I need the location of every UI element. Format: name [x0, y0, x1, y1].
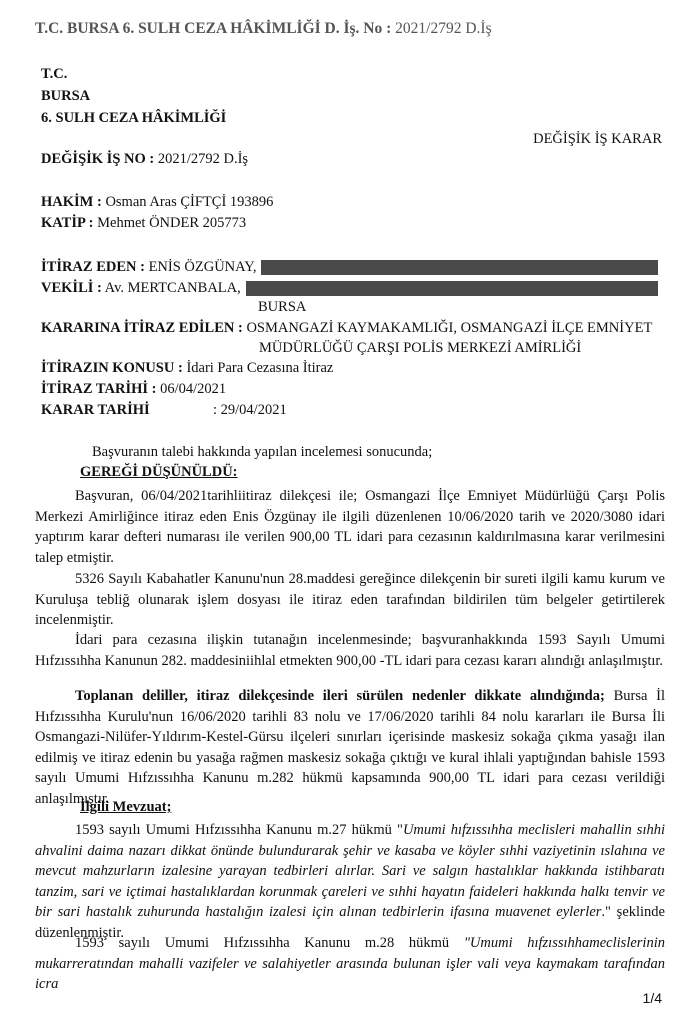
paragraph-2: 5326 Sayılı Kabahatler Kanunu'nun 28.maddesi gereğince dilekçenin bir sureti ilgili kamu kurum ve Kuruluşa tebliğ olunarak işlem dosyası ile itiraz eden tarafından bildirilen tüm belgeler getirtilerek incelenmiştir.	[35, 571, 665, 628]
paragraph-5-post: ." şeklinde düzenlenmiştir.	[35, 904, 665, 941]
header-court-title: T.C. BURSA 6. SULH CEZA HÂKİMLİĞİ D. İş. No :	[35, 20, 392, 37]
judge-label: HAKİM :	[41, 194, 102, 210]
decision-date-label: KARAR TARİHİ	[41, 402, 150, 418]
decision-date-row	[41, 402, 150, 419]
clerk-value: Mehmet ÖNDER 205773	[97, 215, 247, 231]
objection-date-row	[41, 381, 226, 398]
header-case-no: 2021/2792 D.İş	[395, 20, 492, 37]
court-city: BURSA	[41, 88, 91, 104]
paragraph-1: Başvuran, 06/04/2021tarihliitiraz dilekçesi ile; Osmangazi İlçe Emniyet Müdürlüğü Çarşı Polis Merkezi Amirliğince itiraz eden Enis Özgünay ile ilgili düzenlenen 10/06/2020 tarih ve 2020/3080 idari yaptırım karar defteri numarası ile verilen 900,00 TL idari para cezasının kaldırılmasına karar verilmesini talep etmiştir.	[35, 488, 665, 566]
case-number-label: DEĞİŞİK İŞ NO :	[41, 151, 155, 167]
paragraph-4	[35, 686, 665, 809]
heading-mevzuat: İlgili Mevzuat;	[80, 799, 172, 815]
court-name: 6. SULH CEZA HÂKİMLİĞİ	[41, 110, 227, 126]
objector-label: İTİRAZ EDEN :	[41, 259, 145, 275]
paragraph-5	[35, 820, 665, 943]
attorney-value: Av. MERTCANBALA,	[104, 280, 241, 296]
subject-value: İdari Para Cezasına İtiraz	[186, 360, 334, 376]
running-header	[35, 20, 492, 38]
attorney-city: BURSA	[258, 299, 307, 315]
paragraph-4-text: Bursa İl Hıfzıssıhha Kurulu'nun 16/06/2020 tarihli 83 nolu ve 17/06/2020 tarihli 84 nolu kararları ile Bursa İli Osmangazi-Nilüfer-Yıldırım-Kestel-Gürsu ilçeleri sınırları içerisinde maskesiz sokağa çıkma yasağı ilan edilmiş ve itiraz edenin bu yasağa rağmen maskesiz sokağa çıktığı ve kural ihlali yaptığından bahisle 1593 sayılı Umumi Hıfzıssıhha Kanunu m.282 hükmü kapsamında 900,00 TL idari para cezası verildiği anlaşılmıştır.	[35, 688, 665, 807]
decision-type: DEĞİŞİK İŞ KARAR	[533, 131, 662, 147]
attorney-label: VEKİLİ :	[41, 280, 102, 296]
paragraph-3: İdari para cezasına ilişkin tutanağın incelenmesinde; başvuranhakkında 1593 Sayılı Umumi Hıfzıssıhha Kanunun 282. maddesiniihlal etmekten 900,00 -TL idari para cezası kararı alındığı anlaşılmıştır.	[35, 632, 665, 669]
heading-gere-i: GEREĞİ DÜŞÜNÜLDÜ:	[80, 464, 238, 480]
objector-value: ENİS ÖZGÜNAY,	[148, 259, 257, 275]
paragraph-6-quote: "Umumi hıfzıssıhhameclislerinin mukarreratından mahalli vazifeler ve salahiyetler arasında bulunan işler vali veya kaymakam tarafından icra	[35, 935, 665, 992]
objector-row	[41, 259, 257, 276]
paragraph-6	[35, 933, 665, 995]
paragraph-5-pre: 1593 sayılı Umumi Hıfzıssıhha Kanunu m.27 hükmü "	[75, 822, 403, 838]
respondent-label: KARARINA İTİRAZ EDİLEN :	[41, 320, 243, 336]
subject-row	[41, 360, 333, 377]
case-number-value: 2021/2792 D.İş	[157, 151, 249, 167]
objection-date-label: İTİRAZ TARİHİ :	[41, 381, 157, 397]
respondent-row	[41, 320, 652, 337]
page-number: 1/4	[642, 990, 662, 1006]
paragraph-4-bold: Toplanan deliller, itiraz dilekçesinde ileri sürülen nedenler dikkate alındığında;	[75, 688, 605, 704]
clerk-label: KATİP :	[41, 215, 94, 231]
judge-value: Osman Aras ÇİFTÇİ 193896	[105, 194, 274, 210]
case-number-row	[41, 151, 248, 168]
paragraph-6-pre: 1593 sayılı Umumi Hıfzıssıhha Kanunu m.28 hükmü	[75, 935, 464, 951]
redaction-bar	[261, 260, 658, 275]
clerk-row	[41, 215, 246, 232]
respondent-line2: MÜDÜRLÜĞÜ ÇARŞI POLİS MERKEZİ AMİRLİĞİ	[259, 340, 582, 356]
respondent-line1: OSMANGAZİ KAYMAKAMLIĞI, OSMANGAZİ İLÇE EMNİYET	[246, 320, 653, 336]
subject-label: İTİRAZIN KONUSU :	[41, 360, 183, 376]
intro-line: Başvuranın talebi hakkında yapılan incelemesi sonucunda;	[92, 444, 433, 460]
judge-row	[41, 194, 273, 211]
attorney-row	[41, 280, 241, 297]
objection-date-value: 06/04/2021	[160, 381, 227, 397]
decision-date-value: : 29/04/2021	[213, 402, 287, 418]
paragraph-5-quote: Umumi hıfzıssıhha meclisleri mahallin sıhhi ahvalini daima nazarı dikkat önünde bulundurarak şehir ve kasaba ve köyler sıhhi vaziyetinin ıslahına ve mevcut mahzurların izalesine yarayan tedbirleri alırlar. Sari ve salgın hastalıklar hakkında istihbaratı tanzim, sari ve içtimai hastalıklardan korunmak çareleri ve sıhhi hayatın faideleri hakkında halkı tenvir ve bir sari hastalık zuhurunda hastalığın izalesi için alınan tedbirlerin ifasına muavenet eylerler	[35, 822, 666, 920]
redaction-bar	[246, 281, 658, 296]
court-tc: T.C.	[41, 66, 68, 82]
